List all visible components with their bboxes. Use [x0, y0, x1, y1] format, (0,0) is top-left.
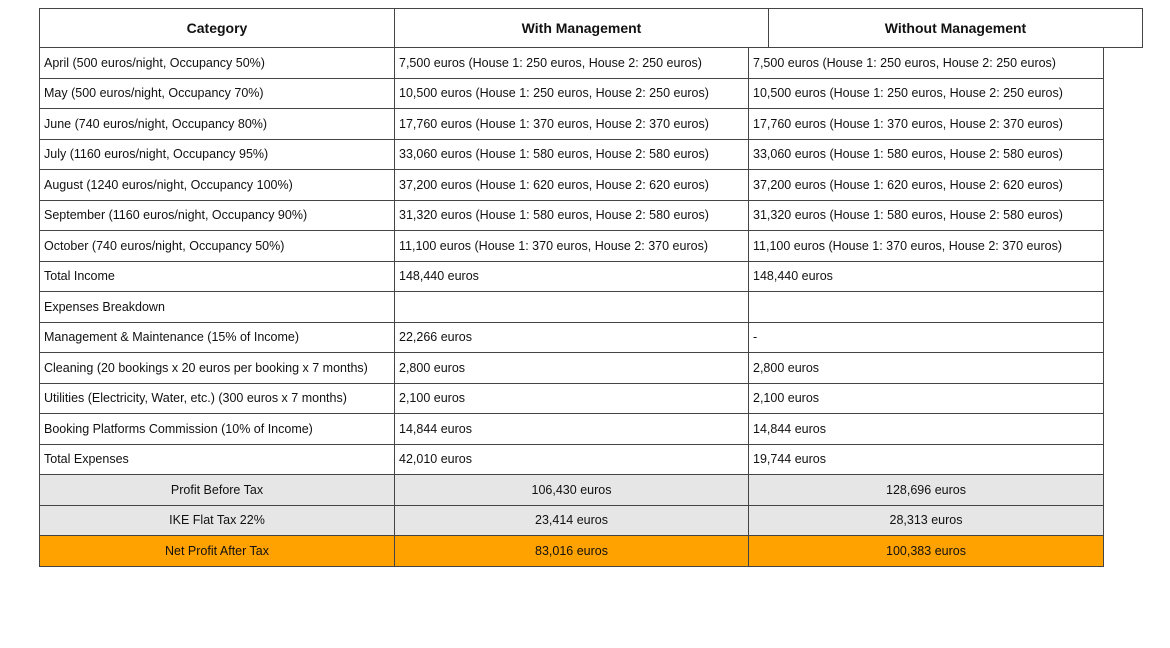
row-category: October (740 euros/night, Occupancy 50%) — [40, 231, 395, 262]
net-without-management: 100,383 euros — [749, 536, 1104, 567]
summary-row-flat-tax — [40, 505, 1104, 536]
row-with-management: 2,800 euros — [395, 353, 749, 384]
row-category: Expenses Breakdown — [40, 292, 395, 323]
row-without-management: - — [749, 322, 1104, 353]
comparison-table — [39, 47, 1104, 567]
table-row — [40, 261, 1104, 292]
summary-row-profit-before-tax — [40, 475, 1104, 506]
row-with-management: 148,440 euros — [395, 261, 749, 292]
table-header — [39, 8, 1143, 48]
row-with-management: 14,844 euros — [395, 414, 749, 445]
table-row — [40, 170, 1104, 201]
header-without-management: Without Management — [768, 8, 1143, 48]
summary-without-management: 28,313 euros — [749, 505, 1104, 536]
row-with-management: 11,100 euros (House 1: 370 euros, House 2: 370 euros) — [395, 231, 749, 262]
row-with-management: 7,500 euros (House 1: 250 euros, House 2: 250 euros) — [395, 48, 749, 79]
table-row — [40, 109, 1104, 140]
table-row — [40, 200, 1104, 231]
row-category: Booking Platforms Commission (10% of Income) — [40, 414, 395, 445]
row-without-management: 33,060 euros (House 1: 580 euros, House 2: 580 euros) — [749, 139, 1104, 170]
table-row — [40, 78, 1104, 109]
row-with-management: 33,060 euros (House 1: 580 euros, House 2: 580 euros) — [395, 139, 749, 170]
summary-without-management: 128,696 euros — [749, 475, 1104, 506]
comparison-sheet — [39, 8, 1143, 567]
row-category: Total Expenses — [40, 444, 395, 475]
row-without-management: 19,744 euros — [749, 444, 1104, 475]
row-with-management: 10,500 euros (House 1: 250 euros, House 2: 250 euros) — [395, 78, 749, 109]
row-category: April (500 euros/night, Occupancy 50%) — [40, 48, 395, 79]
table-row — [40, 444, 1104, 475]
row-with-management: 22,266 euros — [395, 322, 749, 353]
row-with-management — [395, 292, 749, 323]
row-without-management: 14,844 euros — [749, 414, 1104, 445]
header-category: Category — [39, 8, 395, 48]
table-row — [40, 414, 1104, 445]
net-category: Net Profit After Tax — [40, 536, 395, 567]
table-row — [40, 383, 1104, 414]
row-without-management: 17,760 euros (House 1: 370 euros, House 2: 370 euros) — [749, 109, 1104, 140]
row-without-management: 2,800 euros — [749, 353, 1104, 384]
row-category: September (1160 euros/night, Occupancy 90%) — [40, 200, 395, 231]
summary-category: IKE Flat Tax 22% — [40, 505, 395, 536]
row-category: Total Income — [40, 261, 395, 292]
row-category: July (1160 euros/night, Occupancy 95%) — [40, 139, 395, 170]
table-row — [40, 231, 1104, 262]
row-without-management: 10,500 euros (House 1: 250 euros, House 2: 250 euros) — [749, 78, 1104, 109]
summary-with-management: 106,430 euros — [395, 475, 749, 506]
row-without-management: 2,100 euros — [749, 383, 1104, 414]
row-without-management: 11,100 euros (House 1: 370 euros, House 2: 370 euros) — [749, 231, 1104, 262]
row-category: August (1240 euros/night, Occupancy 100%) — [40, 170, 395, 201]
row-with-management: 42,010 euros — [395, 444, 749, 475]
row-category: Management & Maintenance (15% of Income) — [40, 322, 395, 353]
row-without-management: 37,200 euros (House 1: 620 euros, House 2: 620 euros) — [749, 170, 1104, 201]
row-without-management: 148,440 euros — [749, 261, 1104, 292]
header-with-management: With Management — [394, 8, 769, 48]
row-with-management: 37,200 euros (House 1: 620 euros, House 2: 620 euros) — [395, 170, 749, 201]
row-without-management — [749, 292, 1104, 323]
row-category: Cleaning (20 bookings x 20 euros per booking x 7 months) — [40, 353, 395, 384]
row-category: Utilities (Electricity, Water, etc.) (300 euros x 7 months) — [40, 383, 395, 414]
table-row — [40, 48, 1104, 79]
row-with-management: 17,760 euros (House 1: 370 euros, House 2: 370 euros) — [395, 109, 749, 140]
row-category: June (740 euros/night, Occupancy 80%) — [40, 109, 395, 140]
row-without-management: 7,500 euros (House 1: 250 euros, House 2: 250 euros) — [749, 48, 1104, 79]
row-category: May (500 euros/night, Occupancy 70%) — [40, 78, 395, 109]
summary-with-management: 23,414 euros — [395, 505, 749, 536]
net-with-management: 83,016 euros — [395, 536, 749, 567]
summary-category: Profit Before Tax — [40, 475, 395, 506]
table-row — [40, 322, 1104, 353]
table-row — [40, 292, 1104, 323]
table-row — [40, 353, 1104, 384]
row-without-management: 31,320 euros (House 1: 580 euros, House 2: 580 euros) — [749, 200, 1104, 231]
row-with-management: 31,320 euros (House 1: 580 euros, House 2: 580 euros) — [395, 200, 749, 231]
row-with-management: 2,100 euros — [395, 383, 749, 414]
table-row — [40, 139, 1104, 170]
net-profit-row — [40, 536, 1104, 567]
